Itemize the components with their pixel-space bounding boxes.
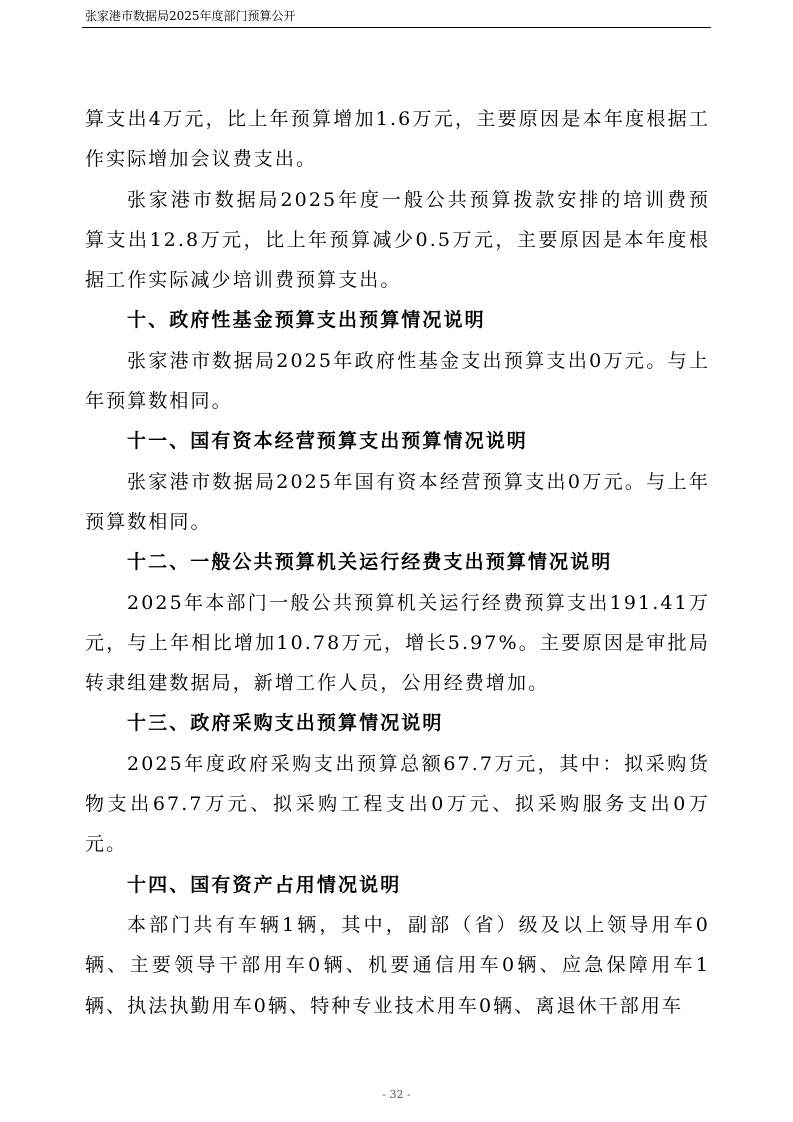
heading-section-10: 十、政府性基金预算支出预算情况说明	[127, 309, 486, 332]
document-body	[85, 99, 710, 1026]
heading-section-13: 十三、政府采购支出预算情况说明	[127, 712, 444, 735]
running-header: 张家港市数据局2025年度部门预算公开	[85, 9, 296, 23]
paragraph-state-assets: 本部门共有车辆1辆，其中，副部（省）级及以上领导用车0辆、主要领导干部用车0辆、机要通信用车0辆、应急保障用车1辆、执法执勤用车0辆、特种专业技术用车0辆、离退休干部用车	[85, 913, 710, 1017]
paragraph-operating-expenses: 2025年本部门一般公共预算机关运行经费预算支出191.41万元，与上年相比增加10.78万元，增长5.97%。主要原因是审批局转隶组建数据局，新增工作人员，公用经费增加。	[85, 591, 710, 695]
paragraph-meeting-fee-continued: 算支出4万元，比上年预算增加1.6万元，主要原因是本年度根据工作实际增加会议费支出。	[85, 108, 710, 171]
paragraph-procurement: 2025年度政府采购支出预算总额67.7万元，其中：拟采购货物支出67.7万元、拟采购工程支出0万元、拟采购服务支出0万元。	[85, 752, 710, 856]
paragraph-government-fund: 张家港市数据局2025年政府性基金支出预算支出0万元。与上年预算数相同。	[85, 349, 710, 413]
heading-section-12: 十二、一般公共预算机关运行经费支出预算情况说明	[127, 551, 613, 574]
header-divider	[82, 27, 711, 28]
heading-section-14: 十四、国有资产占用情况说明	[127, 873, 402, 896]
heading-section-11: 十一、国有资本经营预算支出预算情况说明	[127, 430, 528, 453]
page-number: - 32 -	[382, 1088, 411, 1101]
paragraph-training-fee: 张家港市数据局2025年度一般公共预算拨款安排的培训费预算支出12.8万元，比上年预算减少0.5万元，主要原因是本年度根据工作实际减少培训费预算支出。	[85, 188, 710, 292]
paragraph-state-capital: 张家港市数据局2025年国有资本经营预算支出0万元。与上年预算数相同。	[85, 470, 710, 533]
